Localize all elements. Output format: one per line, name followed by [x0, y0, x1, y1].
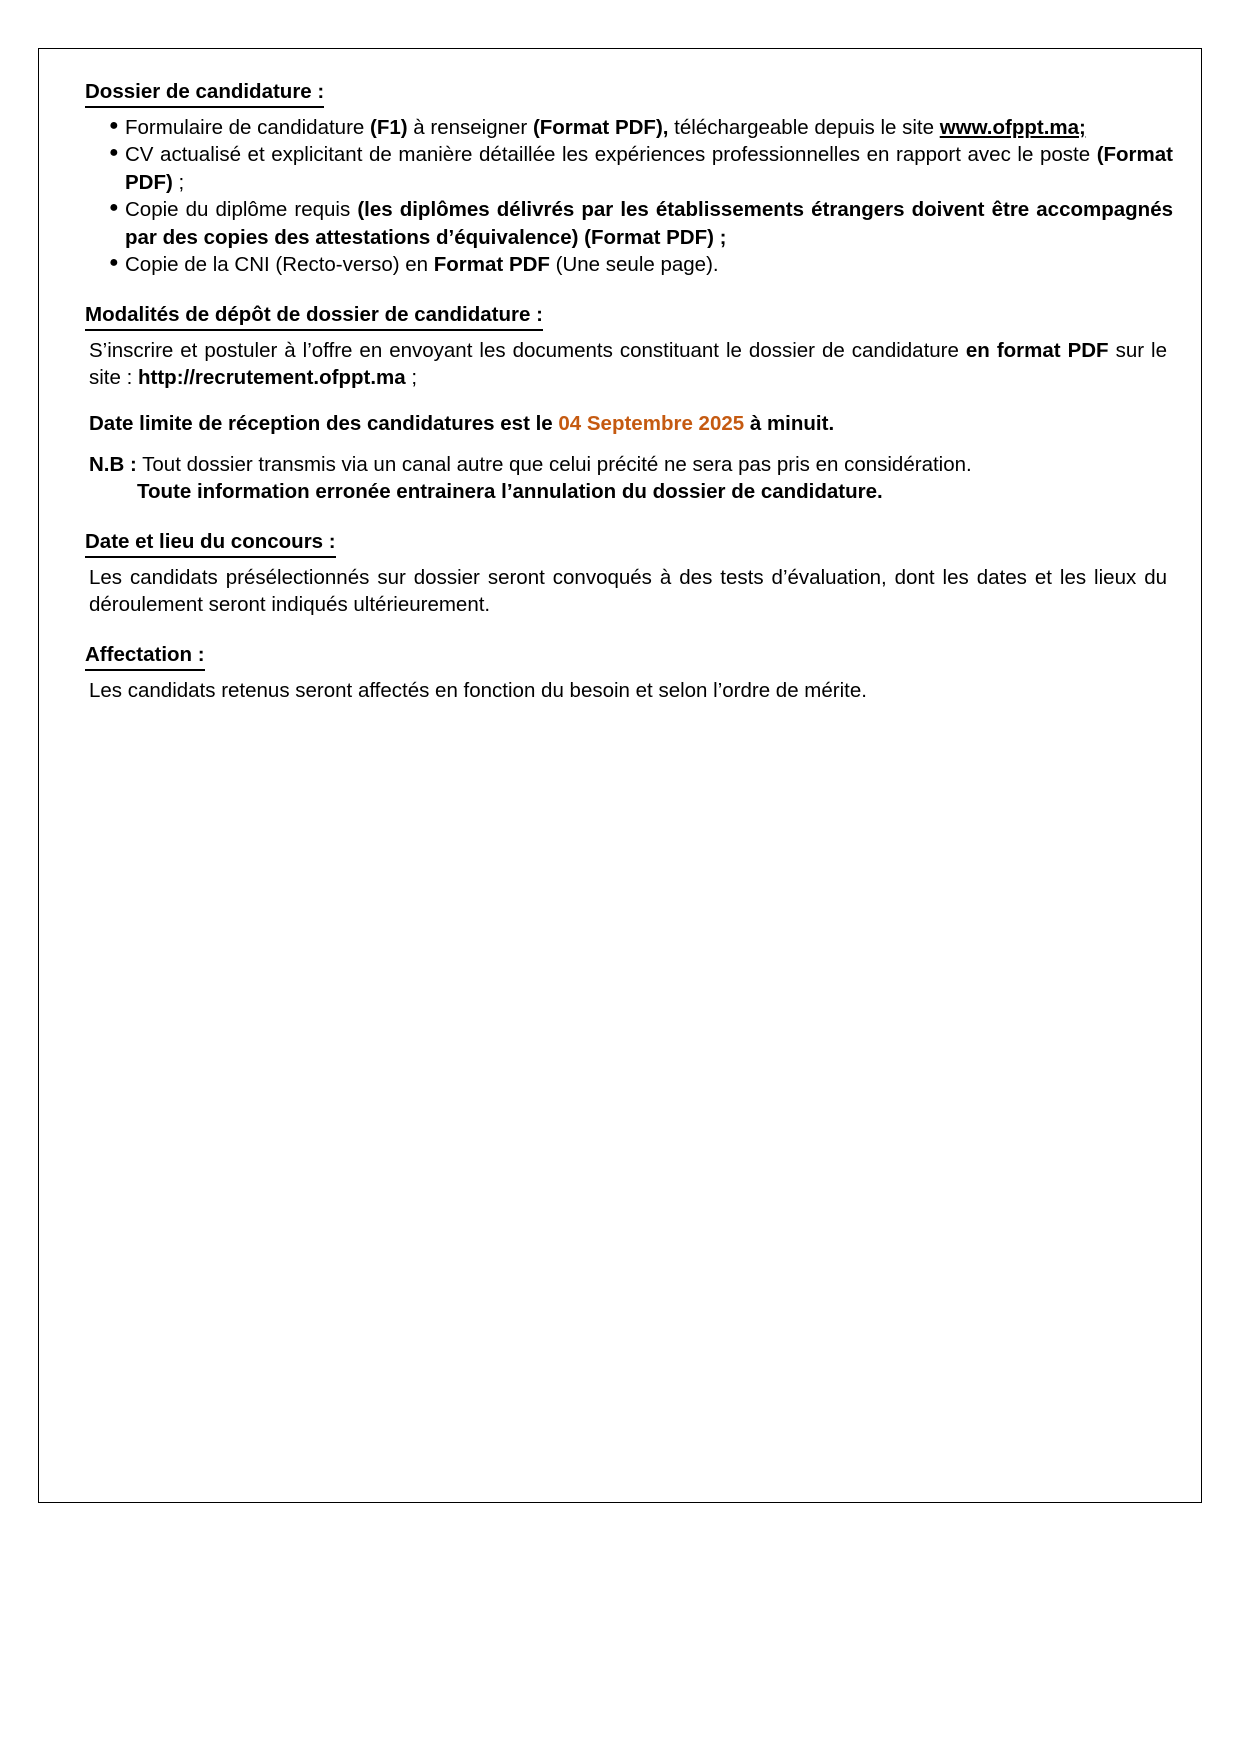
document-page-frame: [38, 48, 1202, 1503]
text-run: S’inscrire et postuler à l’offre en envoyant les documents constituant le dossier de candidature: [89, 339, 966, 363]
text-run: téléchargeable depuis le site: [668, 115, 940, 139]
date-lieu-paragraph: Les candidats présélectionnés sur dossier seront convoqués à des tests d’évaluation, dont les dates et les lieux du déroulement seront indiqués ultérieurement.: [89, 565, 1167, 617]
spacer: [61, 505, 1177, 529]
text-run: (Une seule page).: [549, 252, 719, 276]
heading-dossier-de-candidature: Dossier de candidature :: [85, 79, 324, 108]
text-run: ;: [172, 170, 185, 194]
bold-run: (les diplômes délivrés par les établissements étrangers doivent être accompagnés par des copies des attestations d’équivalence) (Format PDF) ;: [125, 198, 1173, 249]
list-item: [61, 196, 1177, 251]
section-heading-row-dossier: [61, 79, 1177, 108]
section-heading-row-modalites: [61, 302, 1177, 331]
list-item: [61, 141, 1177, 196]
bullet-icon: ●: [109, 144, 119, 162]
section-heading-row-date-lieu: [61, 529, 1177, 558]
spacer: [61, 278, 1177, 302]
list-item-text: [125, 116, 1086, 139]
text-run: sur le site :: [89, 339, 1167, 390]
nb-text: Tout dossier transmis via un canal autre que celui précité ne sera pas pris en considération.: [136, 452, 972, 476]
bold-run: Format PDF: [433, 252, 550, 276]
section-heading-row-affectation: [61, 642, 1177, 671]
document-content: [61, 79, 1177, 704]
dossier-bullet-list: [61, 114, 1177, 279]
list-item-text: [125, 143, 1173, 193]
text-run: ;: [405, 366, 418, 390]
text-run: Copie du diplôme requis: [125, 198, 358, 222]
list-item-text: [125, 198, 1173, 248]
bold-run: Date limite de réception des candidatures est le: [89, 411, 559, 435]
affectation-paragraph: Les candidats retenus seront affectés en fonction du besoin et selon l’ordre de mérite.: [89, 679, 867, 703]
bold-run: http://recrutement.ofppt.ma: [138, 366, 406, 390]
bullet-icon: ●: [109, 253, 119, 271]
bullet-icon: ●: [109, 116, 119, 134]
bold-run: (Format PDF),: [532, 115, 669, 139]
text-run: CV actualisé et explicitant de manière détaillée les expériences professionnelles en rapport avec le poste: [125, 143, 1097, 167]
modalites-paragraph: [61, 337, 1177, 392]
nb-block: [61, 451, 1177, 506]
list-item-text: [125, 253, 719, 276]
text-run: Copie de la CNI (Recto-verso) en: [125, 252, 434, 276]
bold-run: (F1): [370, 115, 408, 139]
text-run: Formulaire de candidature: [125, 115, 370, 139]
bold-run: (Format PDF): [125, 143, 1173, 194]
deadline-date: 04 Septembre 2025: [558, 411, 745, 435]
nb-second-line: Toute information erronée entrainera l’annulation du dossier de candidature.: [137, 480, 883, 504]
text-run: à renseigner: [407, 115, 533, 139]
spacer: [61, 392, 1177, 410]
external-link-text: www.ofppt.ma;: [939, 115, 1086, 139]
deadline-paragraph: [61, 410, 1177, 437]
heading-date-et-lieu-du-concours: Date et lieu du concours :: [85, 529, 336, 558]
bold-run: à minuit.: [744, 411, 835, 435]
bold-run: en format PDF: [965, 339, 1109, 363]
heading-affectation: Affectation :: [85, 642, 205, 671]
list-item: [61, 114, 1177, 141]
spacer: [61, 618, 1177, 642]
nb-label: N.B :: [89, 452, 137, 476]
heading-modalites-de-depot: Modalités de dépôt de dossier de candidature :: [85, 302, 543, 331]
list-item: [61, 251, 1177, 278]
bullet-icon: ●: [109, 199, 119, 217]
